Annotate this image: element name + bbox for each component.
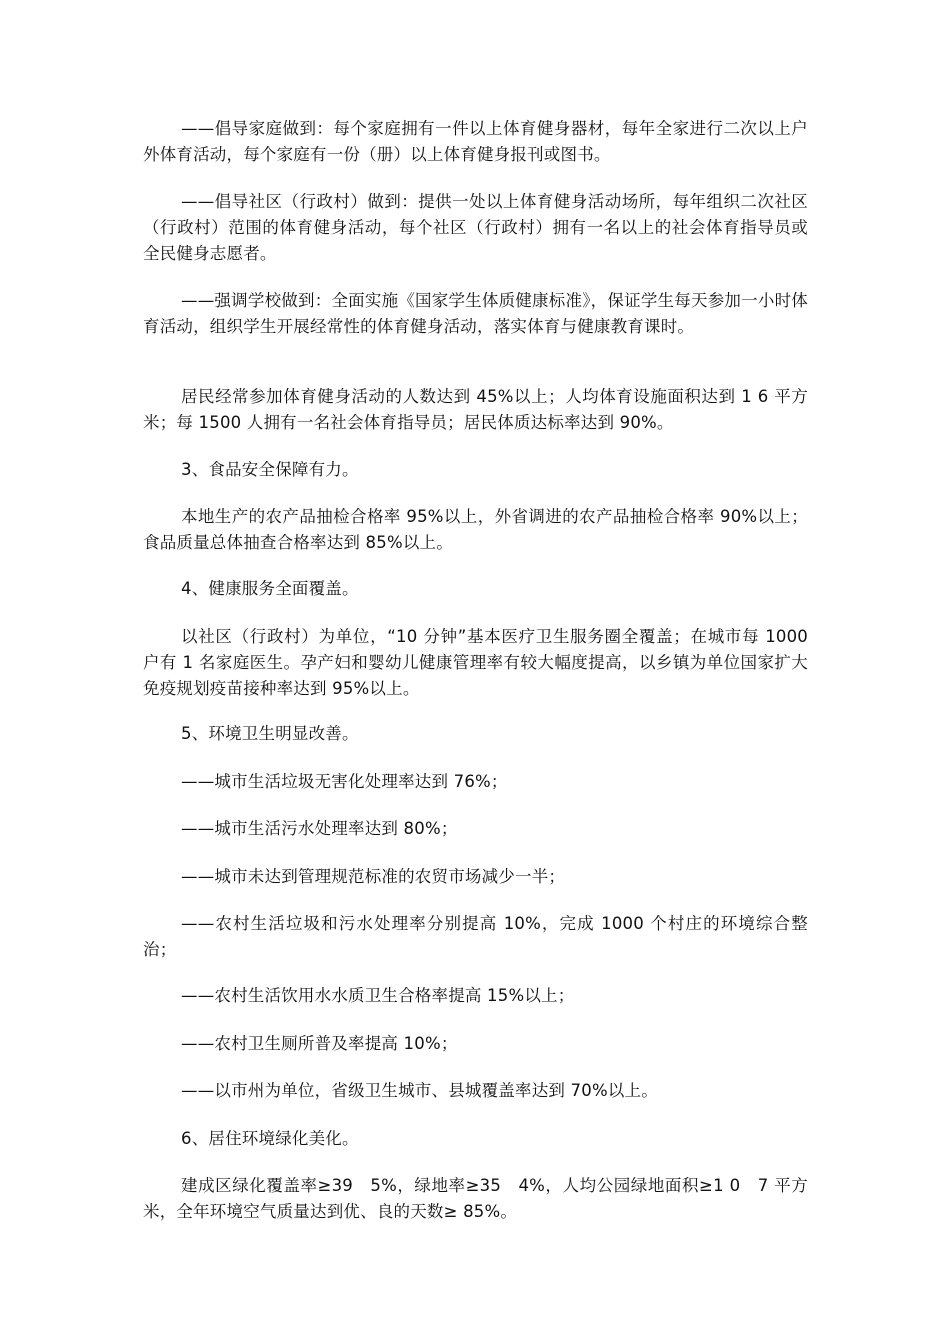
section-heading-greening: 6、居住环境绿化美化。 xyxy=(181,1129,359,1148)
list-item-sanitary-cities: ——以市州为单位，省级卫生城市、县城覆盖率达到 70%以上。 xyxy=(181,1081,658,1100)
paragraph-food-safety-targets: 本地生产的农产品抽检合格率 95%以上，外省调进的农产品抽检合格率 90%以上；食品质量总体抽查合格率达到 85%以上。 xyxy=(143,507,808,552)
paragraph-health-service-targets: 以社区（行政村）为单位，“10 分钟”基本医疗卫生服务圈全覆盖；在城市每 1000 户有 1 名家庭医生。孕产妇和婴幼儿健康管理率有较大幅度提高，以乡镇为单位国家扩大免疫规划疫苗接种率达到 95%以上。 xyxy=(143,627,808,698)
paragraph-greening-targets: 建成区绿化覆盖率≥39 5%，绿地率≥35 4%，人均公园绿地面积≥1 0 7 平方米，全年环境空气质量达到优、良的天数≥ 85%。 xyxy=(143,1176,808,1221)
list-item-sewage-treatment: ——城市生活污水处理率达到 80%； xyxy=(181,819,458,838)
section-heading-environment: 5、环境卫生明显改善。 xyxy=(181,724,359,743)
paragraph-fitness-targets: 居民经常参加体育健身活动的人数达到 45%以上；人均体育设施面积达到 1 6 平方米；每 1500 人拥有一名社会体育指导员；居民体质达标率达到 90%。 xyxy=(143,387,808,432)
paragraph-family-advocacy: ——倡导家庭做到：每个家庭拥有一件以上体育健身器材，每年全家进行二次以上户外体育活动，每个家庭有一份（册）以上体育健身报刊或图书。 xyxy=(143,119,808,164)
list-item-farm-markets: ——城市未达到管理规范标准的农贸市场减少一半； xyxy=(181,867,566,886)
section-heading-food-safety: 3、食品安全保障有力。 xyxy=(181,460,359,479)
paragraph-community-advocacy: ——倡导社区（行政村）做到：提供一处以上体育健身活动场所，每年组织二次社区（行政村）范围的体育健身活动，每个社区（行政村）拥有一名以上的社会体育指导员或全民健身志愿者。 xyxy=(143,192,808,263)
list-item-rural-water: ——农村生活饮用水水质卫生合格率提高 15%以上； xyxy=(181,986,575,1005)
list-item-rural-toilets: ——农村卫生厕所普及率提高 10%； xyxy=(181,1034,458,1053)
section-heading-health-services: 4、健康服务全面覆盖。 xyxy=(181,579,359,598)
paragraph-school-requirement: ——强调学校做到：全面实施《国家学生体质健康标准》，保证学生每天参加一小时体育活动，组织学生开展经常性的体育健身活动，落实体育与健康教育课时。 xyxy=(143,291,808,336)
list-item-rural-waste: ——农村生活垃圾和污水处理率分别提高 10%，完成 1000 个村庄的环境综合整治； xyxy=(143,914,808,959)
list-item-garbage-treatment: ——城市生活垃圾无害化处理率达到 76%； xyxy=(181,772,508,791)
